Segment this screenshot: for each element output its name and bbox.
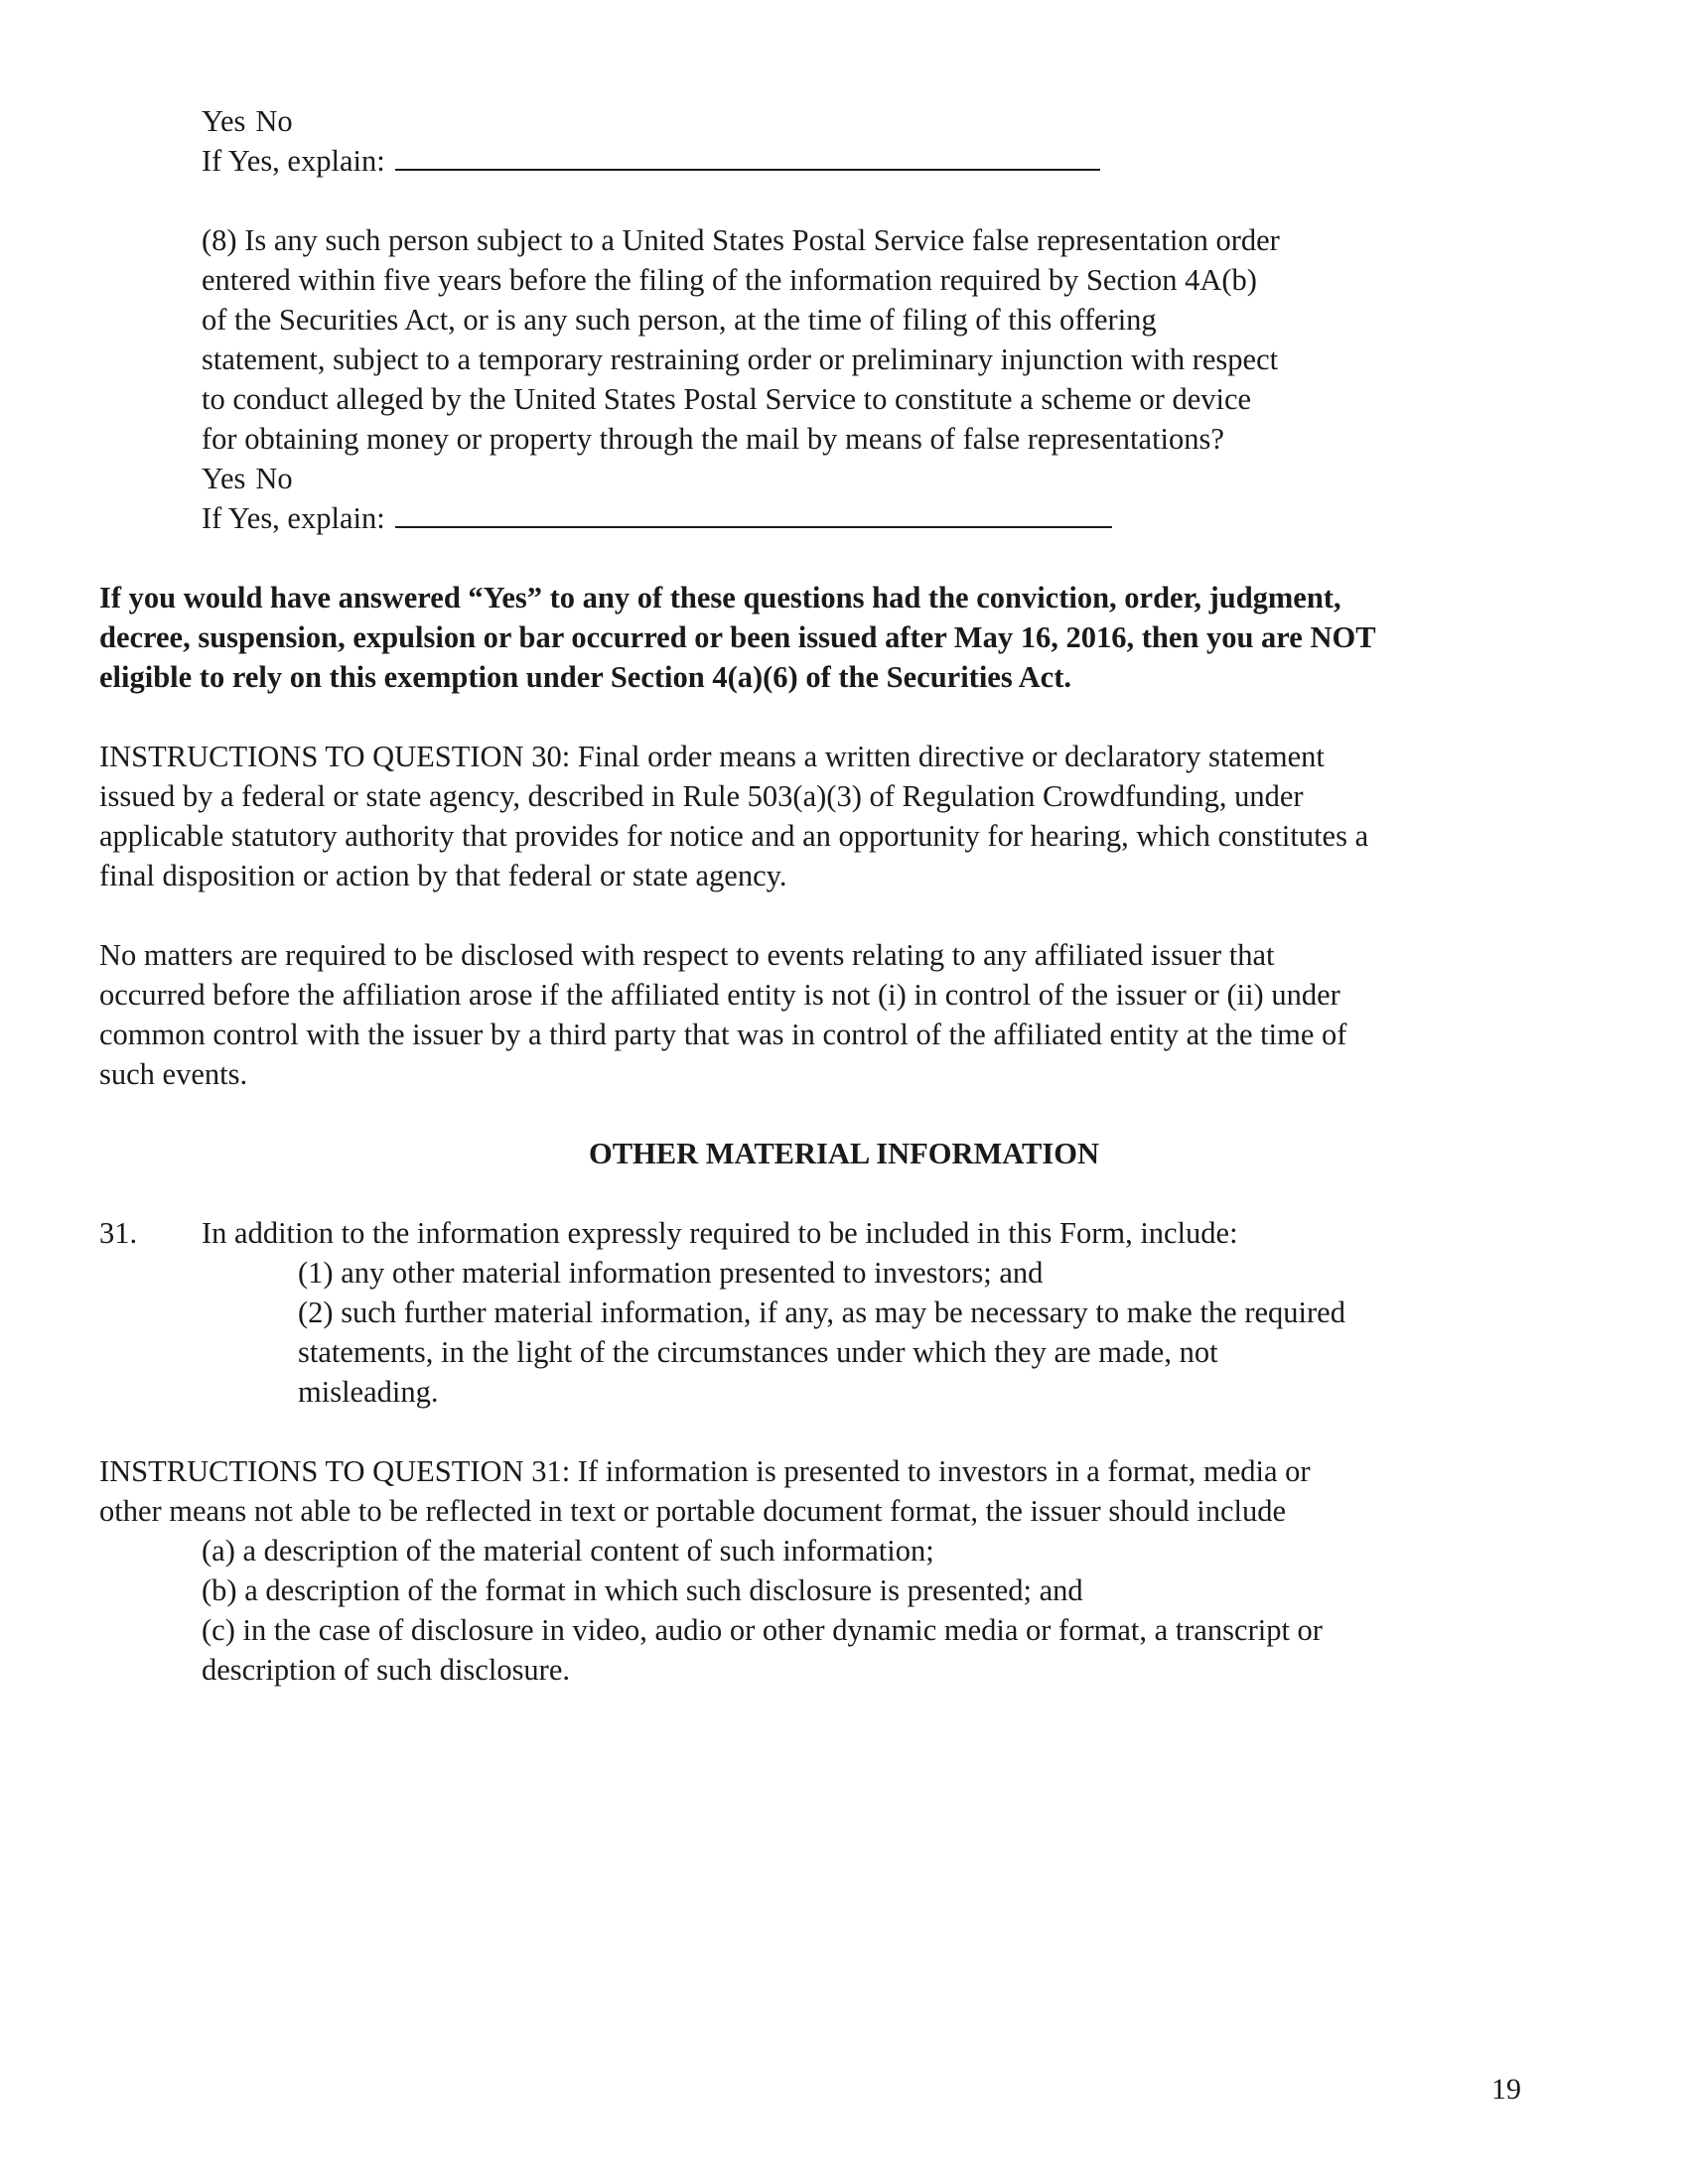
section-heading: OTHER MATERIAL INFORMATION [588,1137,1100,1170]
instructions-30-line: final disposition or action by that federal or state agency. [99,859,787,892]
q8-explain-label: If Yes, explain: [202,501,385,535]
top-explain-field[interactable] [395,141,1100,171]
question-8-line: of the Securities Act, or is any such person, at the time of filing of this offering [202,303,1157,337]
instructions-31-item: (c) in the case of disclosure in video, audio or other dynamic media or format, a transcript or [202,1613,1323,1647]
page-number: 19 [1491,2073,1521,2106]
question-31-item: (2) such further material information, if any, as may be necessary to make the required [298,1296,1345,1329]
notice-line: If you would have answered “Yes” to any of these questions had the conviction, order, judgment, [99,581,1341,614]
question-31-item: statements, in the light of the circumstances under which they are made, not [298,1335,1218,1369]
instructions-31-item: description of such disclosure. [202,1653,571,1687]
instructions-31-items [202,1531,1323,1690]
top-yes-option[interactable]: Yes [202,104,246,138]
affiliated-issuer-paragraph [99,935,1346,1094]
q8-explain-field[interactable] [395,498,1112,528]
question-8-line: statement, subject to a temporary restraining order or preliminary injunction with respect [202,342,1279,376]
instructions-30-line: applicable statutory authority that provides for notice and an opportunity for hearing, which constitutes a [99,819,1369,853]
paragraph-line: such events. [99,1057,248,1091]
paragraph-line: occurred before the affiliation arose if the affiliated entity is not (i) in control of the issuer or (ii) under [99,978,1340,1012]
instructions-31-item: (b) a description of the format in which such disclosure is presented; and [202,1573,1083,1607]
top-no-option[interactable]: No [255,104,293,138]
question-31-number: 31. [99,1216,138,1250]
instructions-30-line: issued by a federal or state agency, described in Rule 503(a)(3) of Regulation Crowdfunding, under [99,779,1304,813]
instructions-31-item: (a) a description of the material content of such information; [202,1534,934,1568]
instructions-30 [99,737,1368,895]
question-8-line: to conduct alleged by the United States Postal Service to constitute a scheme or device [202,382,1252,416]
question-8-line: (8) Is any such person subject to a United States Postal Service false representation order [202,223,1280,257]
top-answer-block [202,101,1100,181]
paragraph-line: No matters are required to be disclosed with respect to events relating to any affiliated issuer that [99,938,1275,972]
notice-line: decree, suspension, expulsion or bar occurred or been issued after May 16, 2016, then you are NOT [99,620,1376,654]
q8-yes-option[interactable]: Yes [202,462,246,495]
question-31-intro: In addition to the information expressly required to be included in this Form, include: [202,1216,1238,1250]
question-8-block [202,220,1280,538]
question-31-item: misleading. [298,1375,439,1409]
question-31-items [298,1253,1345,1412]
paragraph-line: common control with the issuer by a third party that was in control of the affiliated entity at the time of [99,1018,1347,1051]
question-8-line: for obtaining money or property through the mail by means of false representations? [202,422,1224,456]
notice-line: eligible to rely on this exemption under Section 4(a)(6) of the Securities Act. [99,660,1071,694]
instructions-31-line: other means not able to be reflected in text or portable document format, the issuer should include [99,1494,1287,1528]
instructions-31-line: INSTRUCTIONS TO QUESTION 31: If information is presented to investors in a format, media or [99,1454,1311,1488]
question-31-item: (1) any other material information presented to investors; and [298,1256,1044,1290]
top-explain-label: If Yes, explain: [202,144,385,178]
instructions-30-line: INSTRUCTIONS TO QUESTION 30: Final order means a written directive or declaratory statement [99,740,1325,773]
q8-no-option[interactable]: No [255,462,293,495]
eligibility-notice [99,578,1376,697]
instructions-31 [99,1451,1311,1531]
question-8-line: entered within five years before the filing of the information required by Section 4A(b) [202,263,1257,297]
